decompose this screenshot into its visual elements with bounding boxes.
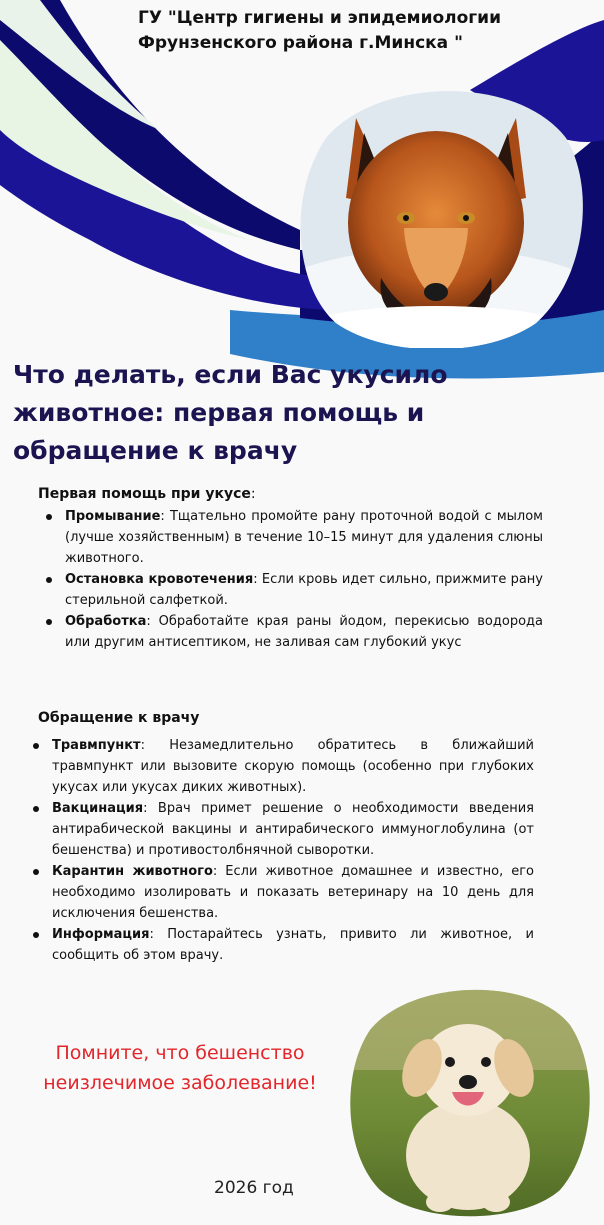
title-line-2: животное: первая помощь и: [13, 398, 425, 427]
list-item: Вакцинация: Врач примет решение о необходимости введения антирабической вакцины и антирабического иммуноглобулина (от бешенства) и противостолбнячной сыворотки.: [52, 798, 534, 861]
first-aid-list: [65, 506, 543, 653]
doctor-visit-heading: Обращение к врачу: [38, 710, 200, 726]
organization-name: [138, 6, 598, 56]
reminder-line-2: неизлечимое заболевание!: [43, 1072, 317, 1094]
list-item: Обработка: Обработайте края раны йодом, перекисью водорода или другим антисептиком, не заливая сам глубокий укус: [65, 611, 543, 653]
doctor-visit-list: [52, 735, 534, 966]
list-item: Карантин животного: Если животное домашнее и известно, его необходимо изолировать и показать ветеринару на 10 день для исключения бешенства.: [52, 861, 534, 924]
organization-line-2: Фрунзенского района г.Минска ": [138, 33, 463, 53]
title-line-3: обращение к врачу: [13, 436, 298, 465]
list-item: Информация: Постарайтесь узнать, привито ли животное, и сообщить об этом врачу.: [52, 924, 534, 966]
list-item: Травмпункт: Незамедлительно обратитесь в ближайший травмпункт или вызовите скорую помощь (особенно при глубоких укусах или укусах диких животных).: [52, 735, 534, 798]
first-aid-heading: Первая помощь при укусе:: [38, 486, 256, 502]
puppy-photo: [340, 980, 592, 1218]
reminder-line-1: Помните, что бешенство: [55, 1042, 305, 1064]
page-title: [13, 356, 483, 470]
title-line-1: Что делать, если Вас укусило: [13, 360, 448, 389]
list-item: Промывание: Тщательно промойте рану проточной водой с мылом (лучше хозяйственным) в течение 10–15 минут для удаления слюны животного.: [65, 506, 543, 569]
list-item: Остановка кровотечения: Если кровь идет сильно, прижмите рану стерильной салфеткой.: [65, 569, 543, 611]
organization-line-1: ГУ "Центр гигиены и эпидемиологии: [138, 8, 502, 28]
year-label: 2026 год: [214, 1178, 294, 1198]
rabies-reminder: [20, 1038, 340, 1098]
fox-photo: [286, 78, 586, 348]
